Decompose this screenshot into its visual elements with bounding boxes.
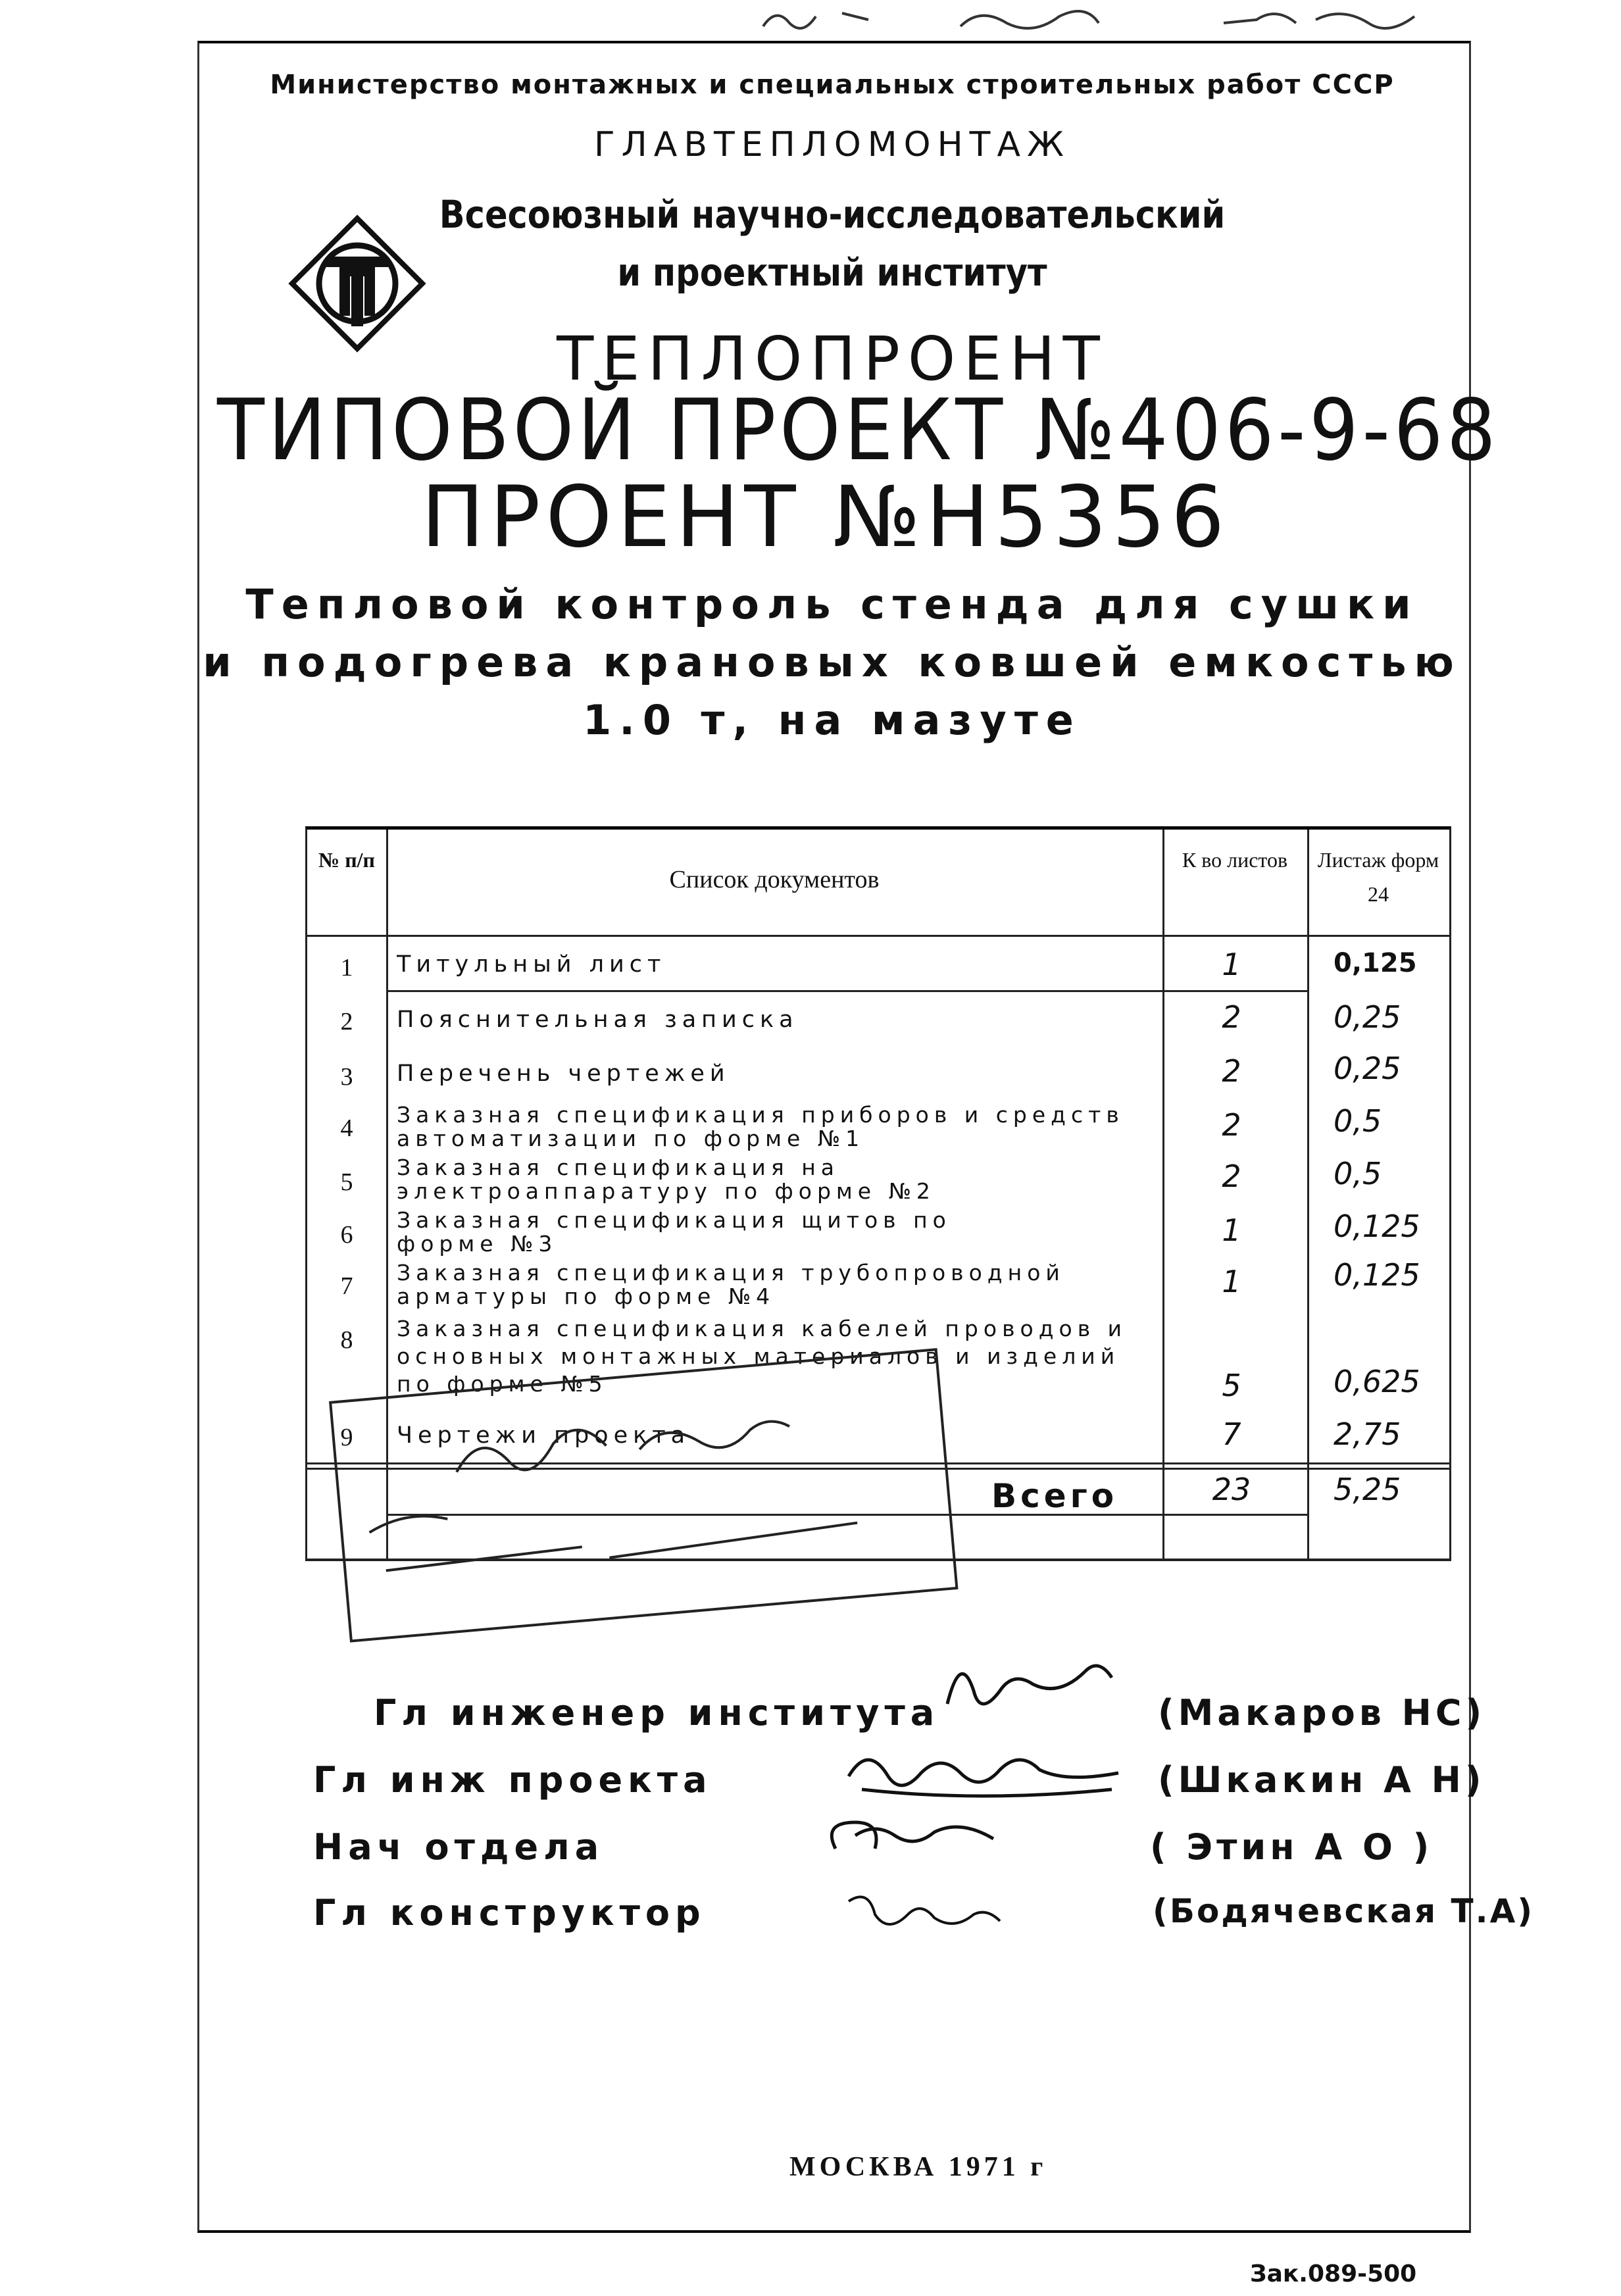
column-divider (1307, 830, 1309, 1559)
row-volume: 0,25 (1334, 999, 1401, 1035)
signature-handwriting (842, 1875, 1013, 1941)
row-sheets: 2 (1222, 1107, 1241, 1143)
signature-name: (Макаров НС) (1158, 1692, 1486, 1734)
row-number: 2 (340, 1008, 353, 1036)
stamp-handwriting (332, 1351, 955, 1639)
row-title: Заказная спецификация кабелей проводов и основных монтажных материалов и изделий по форме №5 (397, 1316, 1128, 1397)
row-number: 5 (340, 1168, 353, 1196)
signature-role: Гл конструктор (313, 1892, 706, 1934)
top-handwriting (724, 0, 1546, 39)
row-sheets: 2 (1222, 999, 1241, 1035)
header-divider (307, 935, 1449, 937)
total-label: Всего (991, 1477, 1118, 1515)
row-sheets: 1 (1222, 1264, 1241, 1299)
department-name: ГЛАВТЕПЛОМОНТАЖ (593, 125, 1071, 164)
signature-handwriting (816, 1803, 1013, 1875)
row-title: Перечень чертежей (397, 1061, 730, 1086)
institute-line-1: Всесоюзный научно-исследовательский (439, 192, 1226, 237)
signature-name: ( Этин А О ) (1150, 1826, 1434, 1868)
project-number: ПРОЕНТ №Н5356 (421, 468, 1230, 566)
row-number: 1 (340, 954, 353, 982)
description-line-2: и подогрева крановых ковшей емкостью (203, 638, 1462, 686)
row-sheets: 7 (1222, 1416, 1241, 1452)
row-sheets: 2 (1222, 1159, 1241, 1194)
row-sheets: 1 (1222, 947, 1241, 982)
row-title: Заказная спецификация приборов и средств автоматизации по форме №1 (397, 1103, 1124, 1151)
signature-role: Нач отдела (313, 1826, 605, 1868)
header-sheets: К во листов (1182, 848, 1288, 872)
row-number: 8 (340, 1326, 353, 1354)
signature-name: (Шкакин А Н) (1158, 1759, 1485, 1801)
total-sheets: 23 (1212, 1472, 1251, 1507)
signature-role: Гл инженер института (374, 1692, 940, 1734)
ministry-name: Министерство монтажных и специальных строительных работ СССР (270, 70, 1395, 100)
total-volume: 5,25 (1334, 1472, 1401, 1507)
row-number: 4 (340, 1114, 353, 1142)
row-number: 9 (340, 1424, 353, 1451)
row-volume: 0,5 (1334, 1156, 1382, 1191)
row-volume: 0,5 (1334, 1103, 1382, 1139)
row-number: 7 (340, 1272, 353, 1300)
signature-handwriting (934, 1645, 1132, 1724)
institute-line-2: и проектный институт (617, 250, 1047, 295)
row-volume: 0,125 (1334, 1209, 1420, 1244)
row-number: 6 (340, 1221, 353, 1249)
signature-name: (Бодячевская Т.А) (1153, 1892, 1535, 1930)
signature-role: Гл инж проекта (313, 1759, 712, 1801)
row-divider (386, 990, 1307, 992)
row-title: Пояснительная записка (397, 1007, 799, 1032)
row-sheets: 1 (1222, 1212, 1241, 1248)
institute-title: ТЕПЛОПРОЕНТ (557, 324, 1108, 394)
signature-handwriting (835, 1737, 1151, 1809)
header-volume: Листаж форм 24 (1317, 848, 1439, 906)
row-volume: 0,125 (1334, 1257, 1420, 1293)
typical-project-number: ТИПОВОЙ ПРОЕКТ №406-9-68 (217, 382, 1500, 480)
description-line-1: Тепловой контроль стенда для сушки (245, 580, 1419, 628)
row-volume: 0,125 (1334, 948, 1417, 978)
row-title: Титульный лист (397, 952, 666, 977)
row-title: Заказная спецификация трубопроводной арматуры по форме №4 (397, 1261, 1065, 1309)
header-num: № п/п (318, 848, 375, 872)
row-sheets: 2 (1222, 1053, 1241, 1089)
row-volume: 2,75 (1334, 1416, 1401, 1452)
header-documents: Список документов (669, 866, 880, 893)
order-number: Зак.089-500 (1250, 2260, 1417, 2287)
row-title: Заказная спецификация на электроаппаратуру по форме №2 (397, 1156, 935, 1204)
row-number: 3 (340, 1063, 353, 1091)
row-title: Заказная спецификация щитов по форме №3 (397, 1209, 951, 1257)
row-volume: 0,625 (1334, 1364, 1420, 1399)
city-year: МОСКВА 1971 г (789, 2152, 1047, 2182)
row-title: Чертежи проекта (397, 1423, 691, 1448)
row-sheets: 5 (1222, 1368, 1241, 1403)
row-volume: 0,25 (1334, 1051, 1401, 1086)
description-line-3: 1.0 т, на мазуте (583, 696, 1082, 744)
